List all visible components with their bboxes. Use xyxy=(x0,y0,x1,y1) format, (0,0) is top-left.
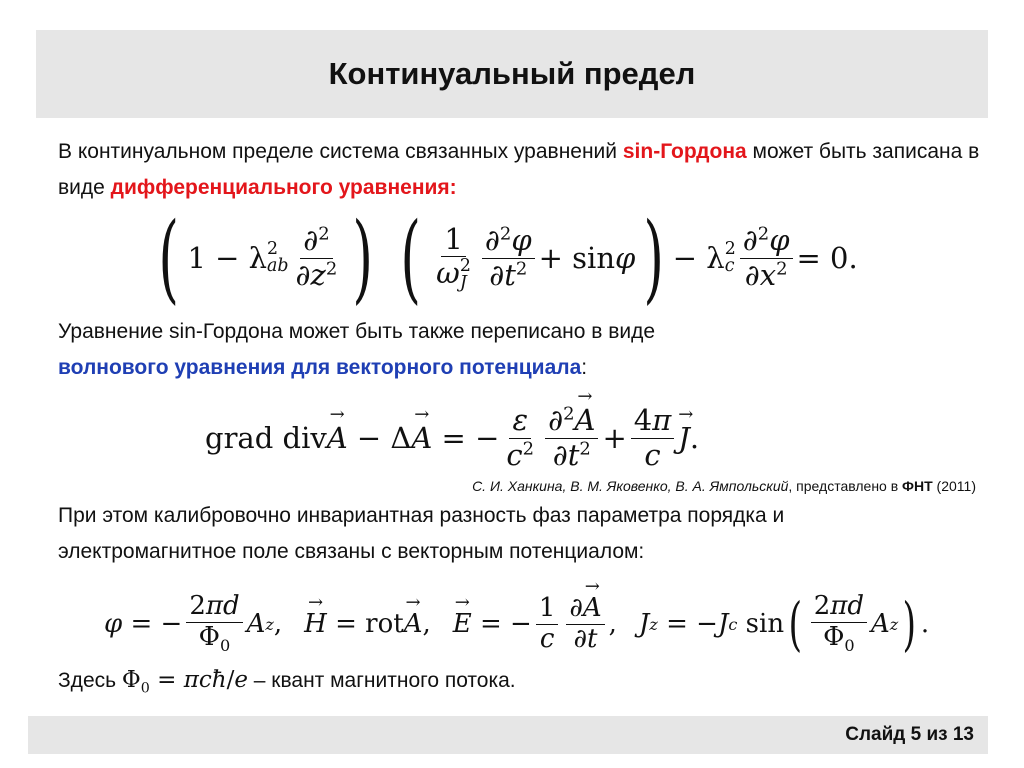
footer-bar xyxy=(28,716,988,754)
equation-vector-potential: grad div → A − Δ → A = − $\frac{\varepsilon}{c^2}$ $\frac{\partial^2\to A}{\partial t^2}$ + $\frac{4\pi}{c}$ → J . xyxy=(205,398,699,478)
intro-text-2: может быть записана в виде xyxy=(58,140,980,199)
wave-highlight: волнового уравнения для векторного потенциала xyxy=(58,356,582,379)
equation-relations: φ = − $\frac{2\pi d}{\Phi_0}$ A z , → H = rot → A , → E = − $\frac{1}{c}$ $\frac{\partial\to A}{\partial t}$ , J z = − J c sin ( $\frac{2\pi d}{\Phi_0}$ A z ) . xyxy=(104,588,929,660)
wave-paragraph xyxy=(58,314,988,386)
intro-text-1: В континуальном пределе система связанных уравнений xyxy=(58,140,623,163)
relation-line-1: При этом калибровочно инвариантная разность фаз параметра порядка и xyxy=(58,504,785,527)
intro-highlight-sin-gordon: sin-Гордона xyxy=(622,140,747,163)
intro-highlight-diff-eq: дифференциального уравнения: xyxy=(110,176,457,199)
title-bar xyxy=(36,30,988,118)
quantum-prefix: Здесь xyxy=(58,669,122,692)
quantum-suffix: – квант магнитного потока. xyxy=(247,669,516,692)
intro-paragraph xyxy=(58,134,988,206)
citation-authors: С. И. Ханкина, В. М. Яковенко, В. А. Ямпольский xyxy=(472,478,789,494)
slide-counter: Слайд 5 из 13 xyxy=(845,724,974,745)
citation xyxy=(472,478,976,494)
wave-text-2: : xyxy=(581,356,588,379)
relation-paragraph xyxy=(58,498,998,570)
slide-title: Континуальный предел xyxy=(328,56,696,91)
citation-text: , представлено в xyxy=(788,478,903,494)
flux-quantum-formula: $\Phi_0$ = πcħ/e xyxy=(121,667,248,697)
relation-line-2: электромагнитное поле связаны с векторным потенциалом: xyxy=(58,540,645,563)
citation-year: (2011) xyxy=(932,478,976,494)
equation-sine-gordon: ( 1 − λ 2 ab $\frac{\partial^2}{\partial z^2}$ ) ( 1 ω 2 J $\frac{\partial^2\varphi}{\partial t^2}$ + sin φ ) − λ 2 c $\frac{\partial^2\varphi}{\partial x^2}$ = 0. xyxy=(158,202,858,314)
quantum-paragraph xyxy=(58,662,958,707)
wave-text-1: Уравнение sin-Гордона может быть также переписано в виде xyxy=(58,320,656,343)
citation-journal: ФНТ xyxy=(902,478,933,494)
